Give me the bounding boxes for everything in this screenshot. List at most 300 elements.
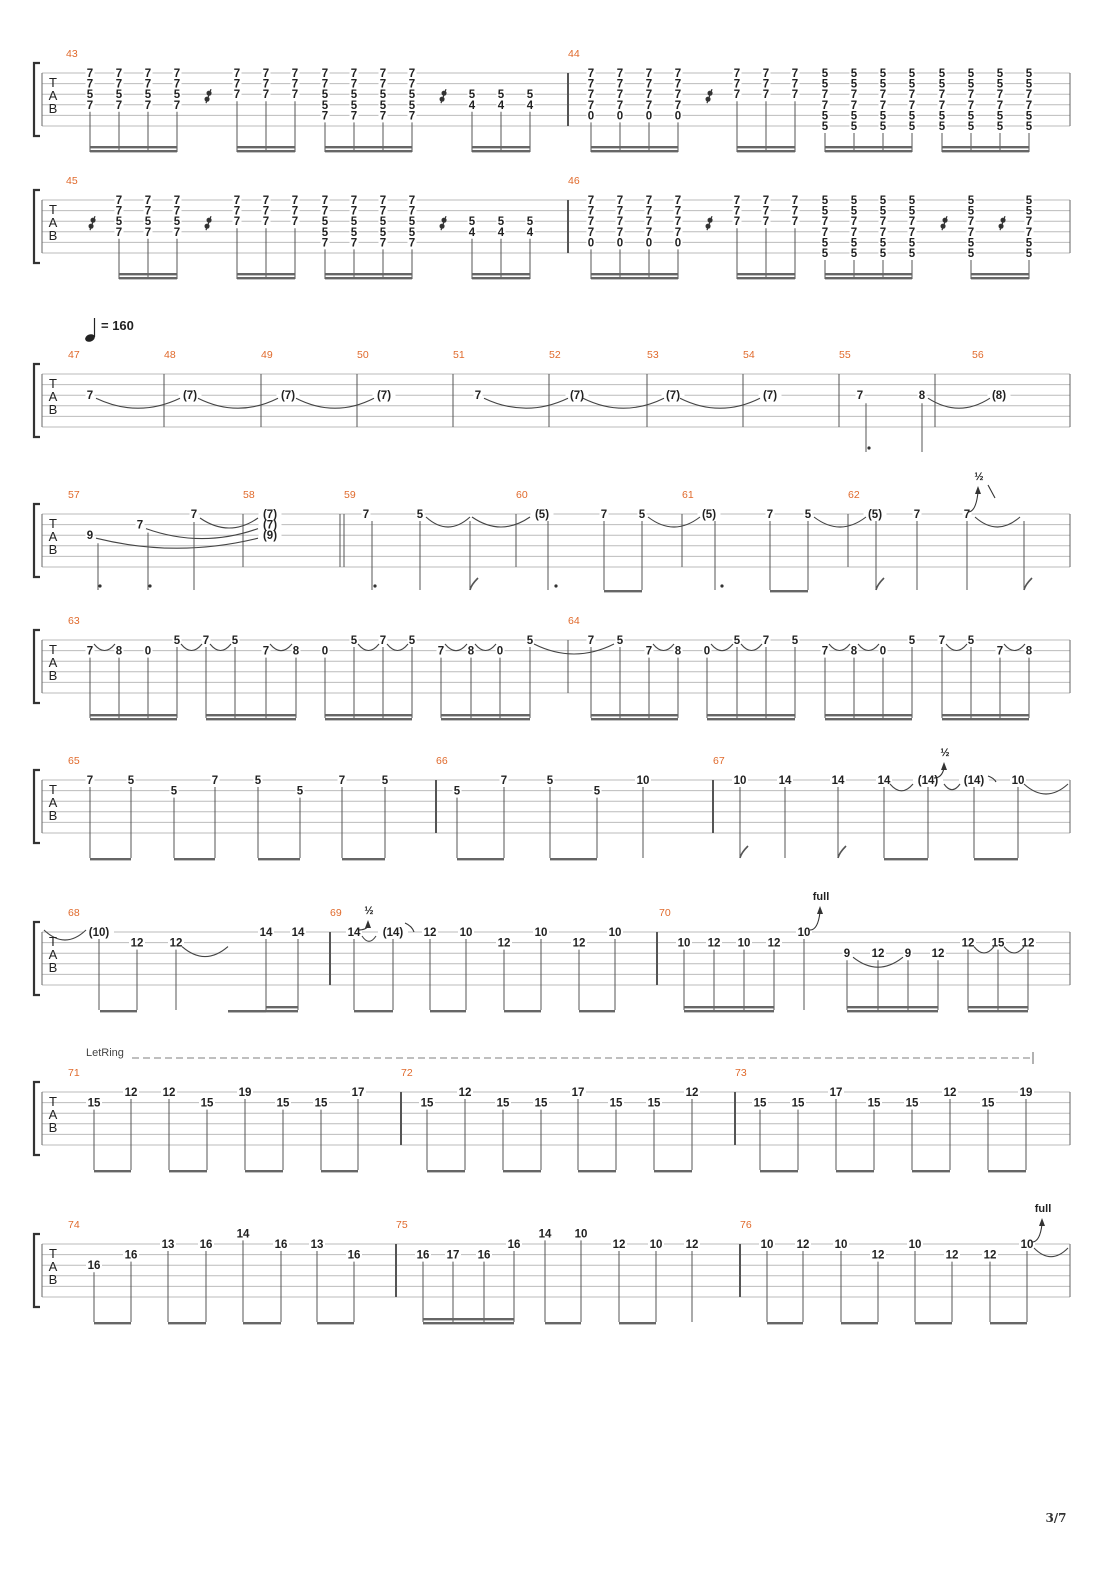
fret-number: 7	[938, 99, 946, 112]
fret-number: 7	[766, 509, 774, 521]
tab-clef-t: T	[49, 934, 57, 949]
fret-number: 7	[733, 195, 741, 207]
fret-number: 4	[526, 99, 534, 112]
beam	[354, 1010, 393, 1012]
tab-clef-b: B	[48, 542, 58, 557]
tie-arc	[181, 644, 202, 651]
fret-number: 7	[262, 68, 270, 80]
beam	[119, 277, 177, 279]
tie-arc	[445, 644, 467, 651]
fret-number: 7	[321, 78, 329, 91]
fret-number: 7	[379, 110, 387, 123]
beam	[942, 150, 1029, 152]
beam	[760, 1170, 798, 1172]
bend-arrowhead	[817, 906, 823, 914]
fret-number: 5	[1025, 110, 1033, 123]
fret-number: 7	[645, 78, 653, 91]
fret-number: 5	[468, 216, 476, 229]
fret-number: 7	[291, 78, 299, 91]
beam	[457, 858, 504, 860]
fret-number: 5	[850, 110, 858, 123]
fret-number: 5	[967, 237, 975, 250]
fret-number: 5	[879, 248, 887, 260]
fret-number: 17	[571, 1087, 585, 1099]
beam	[168, 1322, 206, 1324]
beam	[90, 150, 177, 152]
sixteenth-rest	[440, 216, 446, 230]
beam	[441, 714, 530, 716]
fret-number: (7)	[665, 390, 681, 403]
fret-number: 7	[408, 78, 416, 91]
tie-arc	[198, 398, 278, 408]
fret-number: 16	[507, 1239, 521, 1251]
fret-number: 7	[645, 226, 653, 239]
fret-number: 17	[446, 1249, 460, 1262]
fret-number: 5	[1025, 205, 1033, 218]
fret-number: 7	[144, 78, 152, 91]
fret-number: 5	[638, 509, 646, 521]
system-bracket	[34, 922, 40, 995]
bar-number: 45	[66, 175, 78, 187]
fret-number: 7	[616, 226, 624, 239]
beam	[825, 146, 912, 148]
fret-number: 14	[236, 1228, 250, 1241]
fret-number: 7	[762, 78, 770, 91]
fret-number: (14)	[382, 927, 404, 939]
fret-number: 7	[674, 205, 682, 218]
fret-number: 5	[173, 635, 181, 647]
beam	[825, 273, 912, 275]
fret-number: 15	[87, 1097, 101, 1110]
fret-number: 5	[350, 216, 358, 229]
fret-number: 5	[115, 216, 123, 229]
fret-number: 5	[879, 237, 887, 250]
fret-number: 9	[843, 948, 851, 961]
beam	[472, 277, 530, 279]
beam	[266, 1006, 298, 1008]
bend-arrowhead	[365, 920, 371, 928]
fret-number: 15	[420, 1097, 434, 1110]
beam	[266, 1010, 298, 1012]
bar-number: 54	[743, 349, 755, 361]
fret-number: 5	[408, 99, 416, 112]
fret-number: 7	[762, 635, 770, 647]
fret-number: (7)	[569, 390, 585, 403]
sixteenth-rest	[440, 89, 446, 103]
fret-number: (7)	[182, 390, 198, 403]
fret-number: 5	[850, 205, 858, 218]
fret-number: 7	[211, 775, 219, 787]
fret-number: 5	[938, 110, 946, 123]
bend-label: full	[812, 891, 830, 903]
fret-number: 12	[931, 948, 945, 961]
fret-number: 7	[908, 216, 916, 229]
tie-arc	[534, 644, 614, 654]
fret-number: 7	[821, 99, 829, 112]
fret-number: 12	[961, 937, 975, 950]
fret-number: 7	[262, 89, 270, 102]
fret-number: 16	[199, 1239, 213, 1251]
fret-number: 7	[262, 195, 270, 207]
fret-number: (10)	[88, 927, 110, 939]
fret-number: 15	[276, 1097, 290, 1110]
fret-number: 7	[136, 519, 144, 532]
beam	[825, 714, 912, 716]
beam	[423, 1318, 514, 1320]
beam	[472, 150, 530, 152]
bend-arrowhead	[1039, 1218, 1045, 1226]
fret-number: 7	[379, 635, 387, 647]
augmentation-dot	[98, 584, 101, 587]
fret-number: 5	[1025, 237, 1033, 250]
fret-number: 7	[908, 226, 916, 239]
tie-arc	[200, 518, 258, 528]
fret-number: 14	[259, 927, 273, 939]
fret-number: 12	[124, 1087, 138, 1099]
fret-number: (5)	[701, 509, 717, 521]
bar-number: 71	[68, 1067, 80, 1079]
fret-number: 0	[144, 645, 152, 658]
tab-clef-b: B	[48, 808, 58, 823]
beam	[942, 718, 1029, 720]
fret-number: 7	[379, 78, 387, 91]
fret-number: 5	[821, 110, 829, 123]
bar-number: 63	[68, 615, 80, 627]
fret-number: 16	[124, 1249, 138, 1262]
beam	[884, 858, 928, 860]
beam	[591, 277, 678, 279]
bar-number: 74	[68, 1219, 80, 1231]
fret-number: 7	[674, 78, 682, 91]
fret-number: 7	[350, 110, 358, 123]
sixteenth-rest	[941, 216, 947, 230]
tie-arc	[96, 398, 180, 408]
bar-number: 58	[243, 489, 255, 501]
fret-number: 5	[938, 78, 946, 91]
fret-number: 7	[879, 99, 887, 112]
fret-number: 7	[233, 78, 241, 91]
fret-number: 5	[497, 89, 505, 102]
bar-number: 76	[740, 1219, 752, 1231]
fret-number: 7	[791, 68, 799, 80]
fret-number: 5	[616, 635, 624, 647]
augmentation-dot	[867, 446, 870, 449]
fret-number: 12	[458, 1087, 472, 1099]
fret-number: 0	[587, 110, 595, 123]
fret-number: 10	[649, 1239, 663, 1251]
beam	[237, 273, 295, 275]
fret-number: 5	[321, 216, 329, 229]
beam	[591, 146, 678, 148]
fret-number: 0	[703, 645, 711, 658]
fret-number: 7	[291, 216, 299, 229]
beam	[243, 1322, 281, 1324]
beam	[90, 146, 177, 148]
fret-number: 7	[321, 195, 329, 207]
fret-number: 5	[546, 775, 554, 787]
bar-number: 66	[436, 755, 448, 767]
tie-arc	[583, 398, 664, 408]
fret-number: 10	[574, 1228, 588, 1241]
fret-number: 7	[616, 78, 624, 91]
fret-number: 5	[908, 121, 916, 133]
fret-number: 5	[321, 226, 329, 239]
augmentation-dot	[720, 584, 723, 587]
beam	[737, 150, 795, 152]
tie-arc	[358, 644, 379, 651]
fret-number: 5	[170, 785, 178, 798]
fret-number: 7	[587, 635, 595, 647]
fret-number: 8	[674, 645, 682, 658]
fret-number: 5	[908, 68, 916, 80]
fret-number: 7	[190, 509, 198, 521]
bar-number: 49	[261, 349, 273, 361]
tab-clef-b: B	[48, 668, 58, 683]
fret-number: 15	[609, 1097, 623, 1110]
fret-number: 7	[144, 68, 152, 80]
fret-number: 7	[821, 216, 829, 229]
bend-label: ½	[940, 747, 950, 759]
bend-label: ½	[364, 905, 374, 917]
beam	[619, 1322, 656, 1324]
fret-number: 7	[587, 68, 595, 80]
augmentation-dot	[554, 584, 557, 587]
fret-number: 5	[967, 78, 975, 91]
fret-number: 13	[310, 1239, 324, 1251]
fret-number: 7	[86, 78, 94, 91]
fret-number: (5)	[867, 509, 883, 521]
beam	[237, 146, 295, 148]
fret-number: (14)	[917, 775, 939, 787]
bar-number: 53	[647, 349, 659, 361]
fret-number: 7	[587, 216, 595, 229]
tab-clef-b: B	[48, 228, 58, 243]
system-bracket	[34, 1082, 40, 1155]
fret-number: 5	[967, 121, 975, 133]
fret-number: 7	[173, 195, 181, 207]
bar-number: 57	[68, 489, 80, 501]
fret-number: 19	[238, 1087, 252, 1099]
fret-number: 10	[608, 927, 622, 939]
fret-number: (7)	[762, 390, 778, 403]
system-bracket	[34, 504, 40, 577]
fret-number: 14	[778, 775, 792, 787]
fret-number: 7	[321, 205, 329, 218]
fret-number: 10	[733, 775, 747, 787]
bar-number: 70	[659, 907, 671, 919]
system-bracket	[34, 630, 40, 703]
fret-number: 7	[350, 78, 358, 91]
fret-number: 7	[674, 89, 682, 102]
fret-number: 5	[453, 785, 461, 798]
tie-arc	[475, 644, 496, 651]
fret-number: 5	[996, 110, 1004, 123]
fret-number: 7	[1025, 89, 1033, 102]
fret-number: 4	[468, 99, 476, 112]
fret-number: 7	[587, 195, 595, 207]
tab-clef-t: T	[49, 1094, 57, 1109]
fret-number: 12	[685, 1087, 699, 1099]
note-flag	[876, 578, 884, 590]
fret-number: 8	[918, 390, 926, 403]
beam	[245, 1170, 283, 1172]
fret-number: 5	[254, 775, 262, 787]
tie-arc	[1024, 784, 1068, 794]
fret-number: 5	[350, 89, 358, 102]
fret-number: 5	[379, 216, 387, 229]
beam	[258, 858, 300, 860]
fret-number: 7	[850, 226, 858, 239]
tie-arc	[680, 398, 760, 408]
tab-clef-a: A	[48, 795, 58, 810]
tie-arc	[270, 644, 292, 651]
tie-arc	[653, 644, 674, 651]
fret-number: 10	[1020, 1239, 1034, 1251]
beam	[654, 1170, 692, 1172]
tie-arc	[146, 529, 258, 539]
fret-number: 5	[908, 237, 916, 250]
tab-clef-t: T	[49, 782, 57, 797]
tie-arc	[296, 398, 374, 408]
fret-number: 7	[587, 226, 595, 239]
fret-number: 7	[115, 205, 123, 218]
fret-number: 5	[1025, 78, 1033, 91]
fret-number: 7	[645, 68, 653, 80]
fret-number: 7	[1025, 226, 1033, 239]
fret-number: 5	[379, 226, 387, 239]
fret-number: 5	[127, 775, 135, 787]
fret-number: 7	[733, 89, 741, 102]
fret-number: 5	[908, 78, 916, 91]
bar-number: 55	[839, 349, 851, 361]
bar-number: 75	[396, 1219, 408, 1231]
beam	[767, 1322, 803, 1324]
fret-number: 0	[645, 237, 653, 250]
fret-number: 10	[760, 1239, 774, 1251]
fret-number: 8	[115, 645, 123, 658]
fret-number: 7	[233, 195, 241, 207]
fret-number: 14	[831, 775, 845, 787]
fret-number: 5	[408, 635, 416, 647]
bar-number: 64	[568, 615, 580, 627]
system-bracket	[34, 190, 40, 263]
bar-number: 51	[453, 349, 465, 361]
beam	[472, 273, 530, 275]
fret-number: 7	[856, 390, 864, 403]
bar-number: 61	[682, 489, 694, 501]
fret-number: 7	[616, 89, 624, 102]
fret-number: 7	[291, 68, 299, 80]
fret-number: 7	[733, 68, 741, 80]
beam	[990, 1322, 1027, 1324]
fret-number: 7	[967, 216, 975, 229]
fret-number: 5	[850, 248, 858, 260]
tie-arc	[182, 947, 228, 957]
bend-label: ½	[974, 471, 984, 483]
tie-arc	[472, 517, 530, 527]
fret-number: 5	[908, 195, 916, 207]
fret-number: 12	[796, 1239, 810, 1251]
fret-number: 7	[733, 78, 741, 91]
fret-number: 19	[1019, 1087, 1033, 1099]
fret-number: 7	[996, 99, 1004, 112]
fret-number: 5	[379, 89, 387, 102]
fret-number: 7	[144, 195, 152, 207]
fret-number: 5	[967, 635, 975, 647]
fret-number: 7	[233, 68, 241, 80]
fret-number: 7	[1025, 216, 1033, 229]
beam	[325, 273, 412, 275]
fret-number: 7	[762, 205, 770, 218]
fret-number: 5	[468, 89, 476, 102]
fret-number: (5)	[534, 509, 550, 521]
fret-number: 4	[468, 226, 476, 239]
note-flag	[740, 846, 748, 858]
fret-number: 5	[86, 89, 94, 102]
fret-number: (7)	[262, 509, 278, 521]
fret-number: 15	[496, 1097, 510, 1110]
tie-arc	[814, 517, 866, 527]
beam	[90, 858, 131, 860]
fret-number: 5	[1025, 121, 1033, 133]
fret-number: 7	[674, 68, 682, 80]
tie-arc	[426, 517, 470, 527]
tie-arc	[94, 644, 115, 651]
fret-number: 7	[173, 78, 181, 91]
fret-number: 5	[879, 78, 887, 91]
fret-number: 5	[804, 509, 812, 521]
beam	[825, 277, 912, 279]
fret-number: 7	[996, 89, 1004, 102]
tie-arc	[975, 517, 1020, 527]
beam	[325, 718, 412, 720]
tab-clef-a: A	[48, 1259, 58, 1274]
fret-number: 7	[474, 390, 482, 403]
fret-number: 5	[321, 99, 329, 112]
fret-number: 7	[791, 205, 799, 218]
bar-number: 59	[344, 489, 356, 501]
bar-number: 72	[401, 1067, 413, 1079]
fret-number: 0	[496, 645, 504, 658]
bar-number: 65	[68, 755, 80, 767]
beam	[325, 146, 412, 148]
tie-arc	[362, 936, 376, 941]
fret-number: 12	[945, 1249, 959, 1262]
fret-number: 10	[1011, 775, 1025, 787]
system-bracket	[34, 63, 40, 136]
fret-number: 7	[762, 68, 770, 80]
fret-number: 5	[996, 121, 1004, 133]
beam	[237, 150, 295, 152]
tab-clef-b: B	[48, 960, 58, 975]
fret-number: 7	[821, 226, 829, 239]
fret-number: 0	[616, 110, 624, 123]
text-layer	[49, 48, 1067, 1525]
fret-number: 12	[1021, 937, 1035, 950]
fret-number: 10	[737, 937, 751, 950]
fret-number: 15	[647, 1097, 661, 1110]
fret-number: 7	[762, 89, 770, 102]
beam	[119, 273, 177, 275]
fret-number: 7	[616, 99, 624, 112]
fret-number: 0	[587, 237, 595, 250]
tab-clef-t: T	[49, 376, 57, 391]
beam	[684, 1010, 774, 1012]
tab-clef-a: A	[48, 1107, 58, 1122]
fret-number: 17	[829, 1087, 843, 1099]
fret-number: 15	[867, 1097, 881, 1110]
beam	[100, 1010, 137, 1012]
